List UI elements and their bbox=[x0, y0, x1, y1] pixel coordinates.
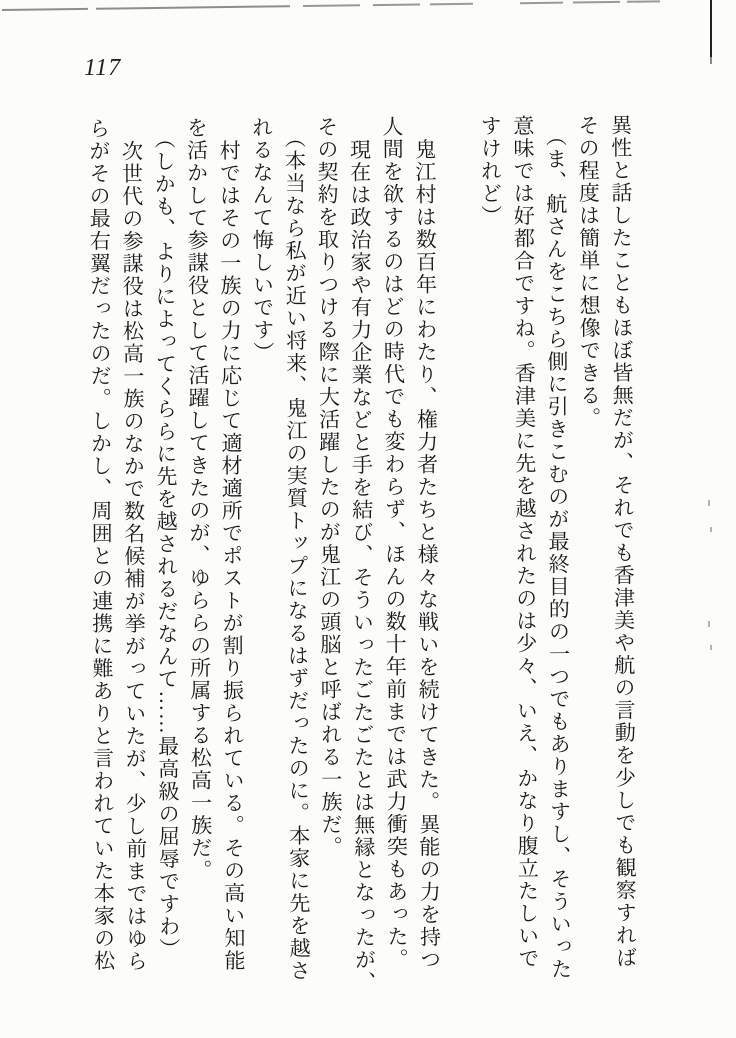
scan-speck bbox=[710, 527, 712, 532]
scan-speck bbox=[708, 621, 710, 627]
text-column-7: 人間を欲するのはどの時代でも変わらず、ほんの数十年前までは武力衝突もあった。 bbox=[379, 115, 409, 971]
text-column-11: れるなんて悔しいです） bbox=[249, 116, 275, 364]
text-block bbox=[82, 114, 642, 1022]
text-column-1: 異性と話したこともほぼ皆無だが、それでも香津美や航の言動を少しでも観察すれば bbox=[608, 114, 638, 970]
text-column-16: らがその最右翼だったのだ。しかし、周囲との連携に難ありと言われていた本家の松 bbox=[86, 117, 116, 973]
scan-speck bbox=[710, 645, 712, 650]
rule-segment bbox=[2, 8, 88, 11]
page-edge-line bbox=[710, 0, 712, 57]
top-rule-line bbox=[0, 0, 670, 12]
rule-segment bbox=[303, 4, 360, 7]
scan-speck bbox=[708, 500, 710, 506]
text-column-12: 村ではその一族の力に応じて適材適所でポストが割り振られている。その高い知能 bbox=[216, 139, 246, 973]
text-column-5: すけれど） bbox=[477, 114, 503, 228]
text-column-14: （しかも、よりによってくららに先を越されるだなんて……最高級の屈辱ですわ） bbox=[151, 127, 181, 961]
rule-segment bbox=[520, 2, 563, 5]
page-number: 117 bbox=[84, 55, 122, 81]
rule-segment bbox=[627, 0, 660, 2]
text-column-9: その契約を取りつける際に大活躍したのが鬼江の頭脳と呼ばれる一族だ。 bbox=[314, 115, 343, 859]
blank-column bbox=[440, 115, 473, 135]
text-column-15: 次世代の参謀役は松高一族のなかで数名候補が挙がっていたが、少し前まではゆら bbox=[118, 140, 148, 973]
text-column-8: 現在は政治家や有力企業などと手を結び、そういったごたごたとは無縁となったが、 bbox=[346, 138, 377, 994]
rule-segment bbox=[430, 3, 473, 6]
text-column-4: 意味では好都合ですね。香津美に先を越されたのは少々、いえ、かなり腹立たしいで bbox=[510, 114, 540, 970]
text-column-6: 鬼江村は数百年にわたり、権力者たちと様々な戦いを続けてきた。異能の力を持つ bbox=[412, 138, 442, 971]
page-edge-line-tail bbox=[710, 57, 712, 64]
text-column-10: （本当なら私が近い将来、鬼江の実質トップになるはずだったのに。本家に先を越さ bbox=[281, 127, 311, 983]
rule-segment bbox=[96, 5, 290, 10]
text-column-2: その程度は簡単に想像できる。 bbox=[575, 114, 602, 430]
text-column-3: （ま、航さんをこちら側に引きこむのが最終目的の一つでもありますし、そういった bbox=[542, 125, 573, 981]
text-column-13: を活かして参謀役として活躍してきたのが、ゆららの所属する松高一族だ。 bbox=[183, 116, 213, 882]
rule-segment bbox=[373, 4, 420, 7]
rule-segment bbox=[573, 1, 620, 4]
